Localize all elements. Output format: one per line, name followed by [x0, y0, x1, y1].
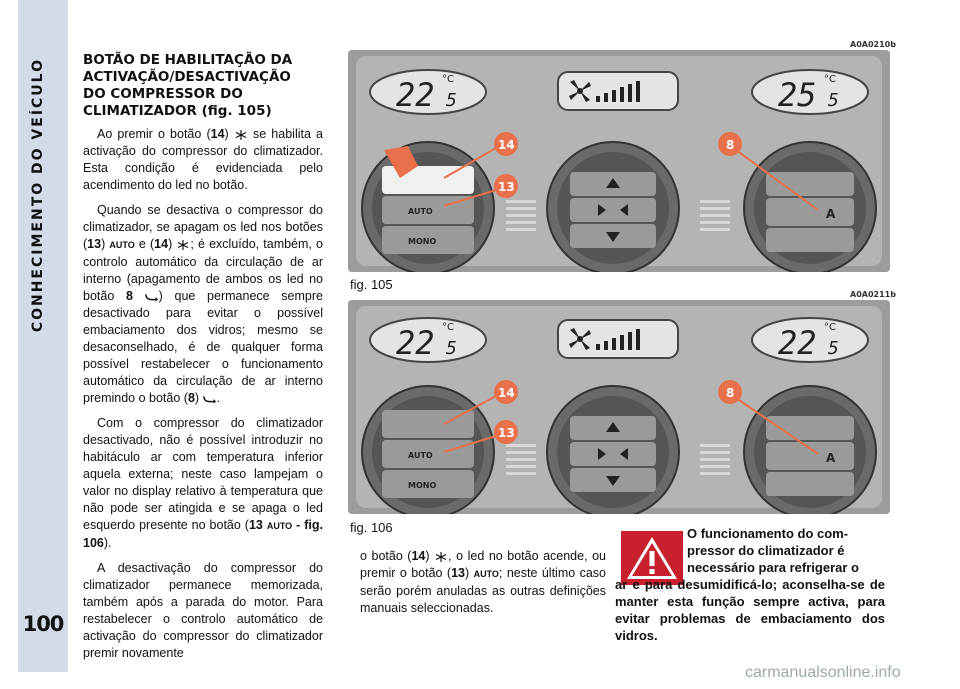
figure-code: A0A0211b — [850, 290, 896, 299]
display-left-decimal: 5 — [446, 90, 457, 111]
display-right-decimal: 5 — [828, 90, 839, 111]
figure-label: fig. 105 — [350, 277, 393, 292]
display-right-unit: °C — [824, 74, 836, 85]
text-column-middle — [360, 548, 606, 625]
page-number: 100 — [22, 612, 64, 636]
svg-text:14: 14 — [498, 386, 515, 400]
a-button-label: A — [826, 451, 836, 465]
svg-text:13: 13 — [498, 426, 515, 440]
climate-panel-figure-106 — [348, 300, 890, 514]
display-left-temp: 22 — [396, 324, 435, 362]
heading-line: DO COMPRESSOR DO — [83, 86, 243, 102]
section-label: CONHECIMENTO DO VEÍCULO — [30, 58, 46, 333]
mono-button-label: MONO — [408, 237, 437, 246]
watermark: carmanualsonline.info — [745, 664, 901, 681]
display-left-unit: °C — [442, 74, 454, 85]
svg-text:14: 14 — [498, 138, 515, 152]
figure-label: fig. 106 — [350, 520, 393, 535]
display-right-decimal: 5 — [828, 338, 839, 359]
ac-compressor-icon — [234, 130, 248, 140]
warning-line: necessário para refrigerar o — [687, 560, 859, 575]
paragraph: o botão (14) , o led no botão acende, ou premir o botão (13) AUTO; neste último caso serão porém anuladas as outras definições manuais seleccionadas. — [360, 549, 607, 615]
climate-panel-figure-105 — [348, 50, 890, 272]
heading-line: BOTÃO DE HABILITAÇÃO DA — [83, 52, 293, 68]
display-right-unit: °C — [824, 322, 836, 333]
text-column-left — [83, 52, 323, 670]
ac-compressor-icon — [176, 240, 190, 250]
display-left-decimal: 5 — [446, 338, 457, 359]
display-left-temp: 22 — [396, 76, 435, 114]
warning-text — [615, 525, 885, 644]
svg-text:13: 13 — [498, 180, 515, 194]
display-right-temp: 25 — [778, 76, 817, 114]
paragraph: A desactivação do compressor do climatizador permanece memorizada, também após a parada do motor. Para restabelecer o controlo automático de activação do compressor do climatizador premir novamente — [83, 561, 323, 660]
paragraph: Quando se desactiva o compressor do climatizador, se apagam os led nos botões (13) AUTO e (14) ; é excluído, também, o controlo automático da circulação de ar interno (apagamento de ambos os led no botão 8 ) que permanece sempre desactivado para evitar o possível embaciamento dos vidros; mesmo se desaconselhado, é de qualquer forma possível restabelecer o funcionamento automático da circulação de ar interno premindo o botão (8) . — [83, 203, 323, 405]
display-right-temp: 22 — [778, 324, 817, 362]
display-left-unit: °C — [442, 322, 454, 333]
auto-button-label: AUTO — [408, 451, 433, 460]
warning-body: ar e para desumidificá-lo; aconselha-se de manter esta função sempre activa, para evitar problemas de embaciamento dos vidros. — [615, 577, 885, 643]
recirculation-icon — [203, 394, 217, 404]
heading-line: CLIMATIZADOR — [83, 103, 197, 119]
heading-ref: (fig. 105) — [201, 103, 272, 119]
a-button-label: A — [826, 207, 836, 221]
paragraph: Ao premir o botão (14) se habilita a activação do compressor do climatizador. Esta condição é evidenciada pelo acendimento do led no botão. — [83, 127, 324, 192]
mono-button-label: MONO — [408, 481, 437, 490]
paragraph: Com o compressor do climatizador desactivado, não é possível introduzir no habitáculo ar com temperatura inferior aquela externa; neste caso lampejam o valor no display relativo à temperatura que não pode ser atingida e se apaga o led esquerdo presente no botão (13 AUTO - fig. 106). — [83, 416, 323, 550]
heading-line: ACTIVAÇÃO/DESACTIVAÇÃO — [83, 69, 291, 85]
section-heading — [83, 52, 323, 120]
ac-compressor-icon — [434, 552, 448, 562]
auto-button-label: AUTO — [408, 207, 433, 216]
figure-code: A0A0210b — [850, 40, 896, 49]
svg-text:8: 8 — [726, 386, 735, 400]
recirculation-icon — [145, 292, 159, 302]
warning-line: pressor do climatizador é — [687, 543, 845, 558]
warning-line: O funcionamento do com- — [687, 526, 849, 541]
svg-text:8: 8 — [726, 138, 735, 152]
